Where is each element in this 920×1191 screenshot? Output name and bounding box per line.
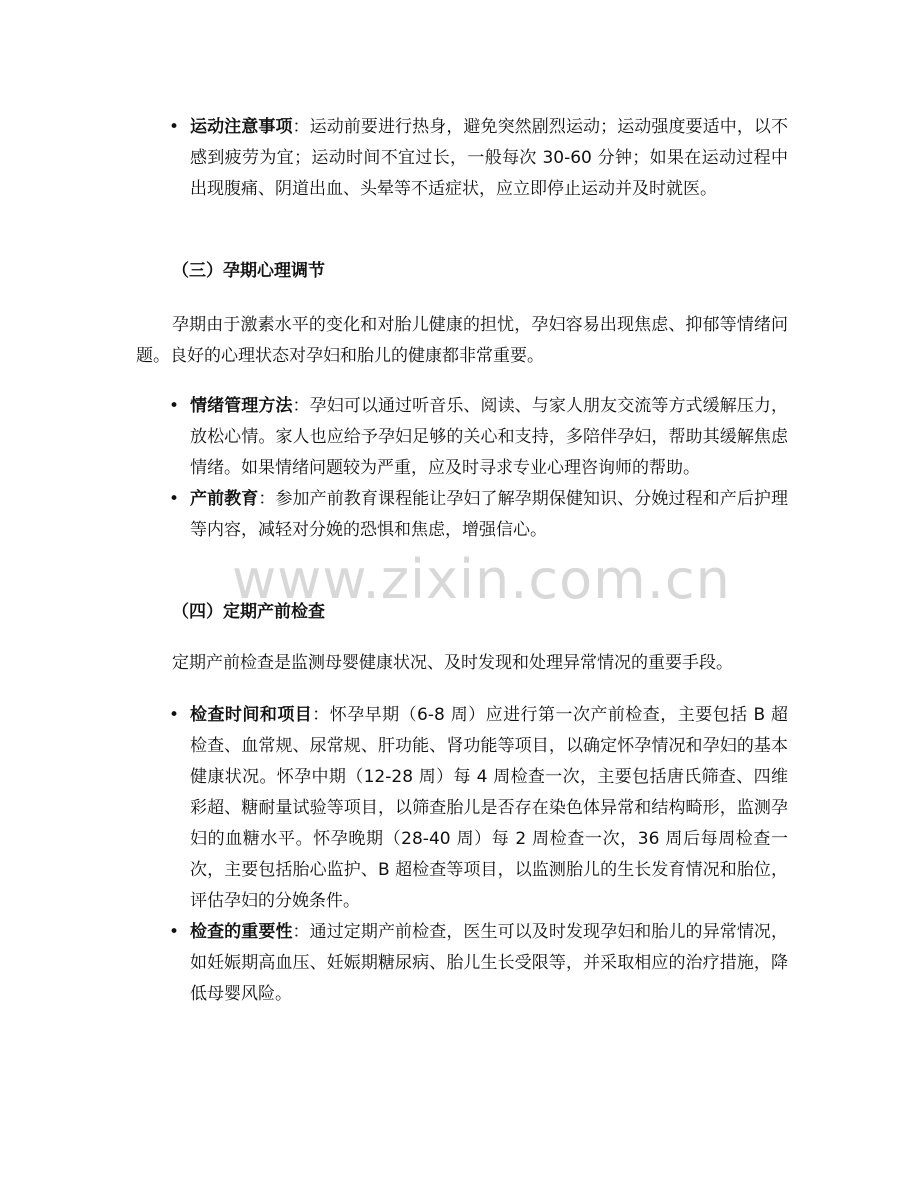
bullet-icon: • [169,705,180,725]
mental-list [169,391,789,546]
bullet-icon: • [169,396,180,416]
bullet-icon: • [169,117,180,137]
list-item [169,484,789,546]
checkup-list [169,700,789,1010]
item-text: ：运动前要进行热身，避免突然剧烈运动；运动强度要适中，以不感到疲劳为宜；运动时间不宜过长，一般每次 30-60 分钟；如果在运动过程中出现腹痛、阴道出血、头晕等不适症状，应立即停止运动并及时就医。 [190,117,789,199]
section-intro-mental: 孕期由于激素水平的变化和对胎儿健康的担忧，孕妇容易出现焦虑、抑郁等情绪问题。良好的心理状态对孕妇和胎儿的健康都非常重要。 [136,315,788,366]
list-item [169,917,789,1010]
item-title: 运动注意事项 [190,117,293,137]
list-item [169,391,789,484]
watermark: www.zixin.com.cn [232,548,731,611]
bullet-icon: • [169,922,180,942]
item-text: ：参加产前教育课程能让孕妇了解孕期保健知识、分娩过程和产后护理等内容，减轻对分娩的恐惧和焦虑，增强信心。 [190,489,789,540]
item-title: 检查的重要性 [190,922,293,942]
item-text: ：孕妇可以通过听音乐、阅读、与家人朋友交流等方式缓解压力，放松心情。家人也应给予孕妇足够的关心和支持，多陪伴孕妇，帮助其缓解焦虑情绪。如果情绪问题较为严重，应及时寻求专业心理咨询师的帮助。 [190,396,789,478]
item-text: ：通过定期产前检查，医生可以及时发现孕妇和胎儿的异常情况，如妊娠期高血压、妊娠期糖尿病、胎儿生长受限等，并采取相应的治疗措施，降低母婴风险。 [190,922,789,1004]
item-text: ：怀孕早期（6-8 周）应进行第一次产前检查，主要包括 B 超检查、血常规、尿常规、肝功能、肾功能等项目，以确定怀孕情况和孕妇的基本健康状况。怀孕中期（12-28 周）每 4 周检查一次，主要包括唐氏筛查、四维彩超、糖耐量试验等项目，以筛查胎儿是否存在染色体异常和结构畸形，监测孕妇的血糖水平。怀孕晚期（28-40 周）每 2 周检查一次，36 周后每周检查一次，主要包括胎心监护、B 超检查等项目，以监测胎儿的生长发育情况和胎位，评估孕妇的分娩条件。 [190,705,789,911]
section-heading-mental: （三）孕期心理调节 [172,261,325,281]
list-item [169,112,789,205]
list-item [169,700,789,917]
section-heading-checkup: （四）定期产前检查 [172,602,325,622]
item-title: 情绪管理方法 [190,396,293,416]
section-intro-checkup: 定期产前检查是监测母婴健康状况、及时发现和处理异常情况的重要手段。 [172,653,733,673]
bullet-icon: • [169,489,180,509]
item-title: 产前教育 [190,489,259,509]
item-title: 检查时间和项目 [190,705,313,725]
exercise-notes-list [169,112,789,205]
